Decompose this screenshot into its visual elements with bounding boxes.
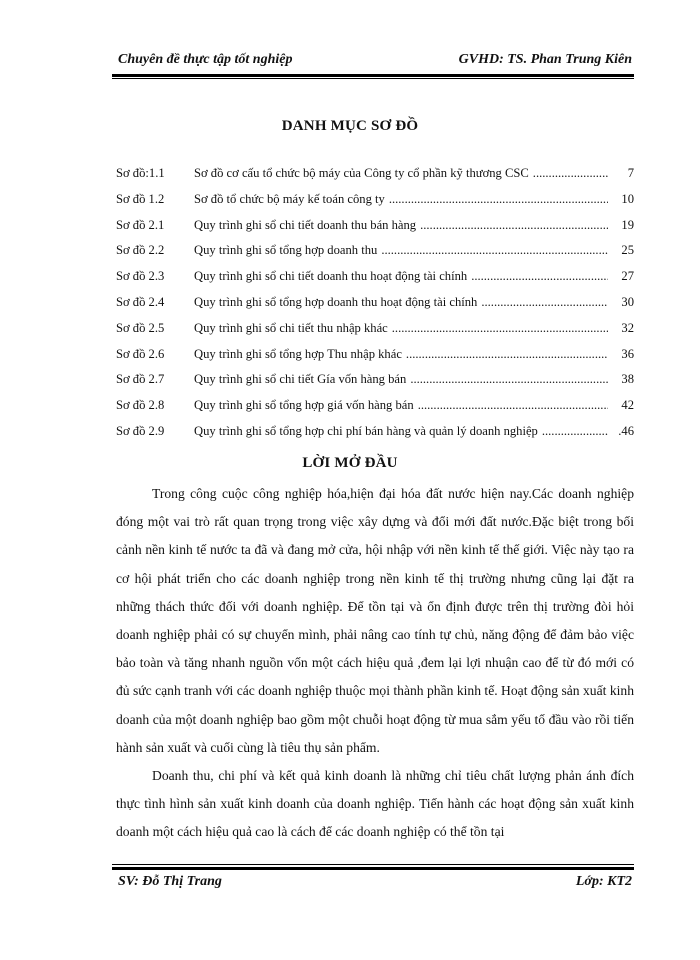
intro-paragraph-1: Trong công cuộc công nghiệp hóa,hiện đại hóa đất nước hiện nay.Các doanh nghiệp đóng một vai trò rất quan trọng trong việc xây dựng và đổi mới đất nước.Đặc biệt trong bối cảnh nền kinh tế nước ta đã và đang mở cửa, hội nhập với nền kinh tế thế giới. Việc này tạo ra cơ hội phát triển cho các doanh nghiệp trong nền kinh tế thị trường nhưng cũng lại đặt ra những thách thức đối với doanh nghiệp. Để tồn tại và ổn định được trên thị trường đòi hỏi doanh nghiệp phải có sự chuyển mình, phải nâng cao tính tự chủ, năng động để đảm bảo việc bảo toàn và tăng nhanh nguồn vốn một cách hiệu quả ,đem lại lợi nhuận cao để từ đó mới có đủ sức cạnh tranh với các doanh nghiệp thuộc mọi thành phần kinh tế. Hoạt động sản xuất kinh doanh của một doanh nghiệp bao gồm một chuỗi hoạt động từ mua sắm yếu tố đầu vào rồi tiến hành sản xuất và cuối cùng là tiêu thụ sản phẩm. xyxy=(116,486,634,755)
diagram-number: Sơ đồ 2.5 xyxy=(116,320,165,335)
page-number: 42 xyxy=(621,398,634,413)
diagram-number: Sơ đồ 2.6 xyxy=(116,346,165,361)
diagram-title: Quy trình ghi sổ tổng hợp doanh thu xyxy=(194,243,378,258)
page-header xyxy=(118,52,632,72)
diagram-entry xyxy=(194,295,634,310)
page-number: 25 xyxy=(621,243,634,258)
diagram-entry xyxy=(194,218,634,233)
dot-leader xyxy=(533,166,608,181)
page-number: 38 xyxy=(621,372,634,387)
diagram-number: Sơ đồ 2.2 xyxy=(116,243,165,258)
diagram-number: Sơ đồ 2.3 xyxy=(116,269,165,284)
toc-row xyxy=(116,369,636,395)
dot-leader xyxy=(381,243,608,258)
diagram-title: Quy trình ghi sổ chi tiết doanh thu hoạt động tài chính xyxy=(194,269,468,284)
dot-leader xyxy=(420,218,608,233)
diagram-title: Quy trình ghi sổ chi tiết Gía vốn hàng bán xyxy=(194,372,407,387)
diagram-entry xyxy=(194,192,634,207)
diagram-entry xyxy=(194,347,634,362)
diagram-entry xyxy=(194,398,634,413)
page-footer xyxy=(118,874,632,894)
page-number: 30 xyxy=(621,294,634,309)
dot-leader xyxy=(418,398,608,413)
intro-paragraph-2: Doanh thu, chi phí và kết quả kinh doanh là những chỉ tiêu chất lượng phản ánh đích thực tình hình sản xuất kinh doanh của doanh nghiệp. Tiến hành các hoạt động sản xuất kinh doanh một cách hiệu quả cao là cách để các doanh nghiệp có thể tồn tại xyxy=(116,768,634,840)
toc-row xyxy=(116,266,636,292)
diagram-number: Sơ đồ 2.4 xyxy=(116,294,165,309)
toc-row xyxy=(116,318,636,344)
footer-student: SV: Đỗ Thị Trang xyxy=(118,874,222,889)
footer-rule-thick xyxy=(112,867,634,870)
diagram-entry xyxy=(194,166,634,181)
toc-row xyxy=(116,421,636,447)
toc-row xyxy=(116,292,636,318)
diagram-number: Sơ đồ 2.9 xyxy=(116,423,165,438)
toc-row xyxy=(116,163,636,189)
diagram-title: Quy trình ghi sổ chi tiết thu nhập khác xyxy=(194,320,388,335)
dot-leader xyxy=(471,269,608,284)
toc-title: DANH MỤC SƠ ĐỒ xyxy=(281,118,419,134)
dot-leader xyxy=(392,321,608,336)
footer-class: Lớp: KT2 xyxy=(575,874,632,889)
diagram-entry xyxy=(194,243,634,258)
diagram-entry xyxy=(194,269,634,284)
footer-rule-thin xyxy=(112,864,634,865)
toc-row xyxy=(116,215,636,241)
page-number: 27 xyxy=(621,269,634,284)
toc-row xyxy=(116,395,636,421)
diagram-entry xyxy=(194,321,634,336)
header-supervisor: GVHD: TS. Phan Trung Kiên xyxy=(458,52,632,67)
diagram-entry xyxy=(194,424,634,439)
diagram-title: Sơ đồ tổ chức bộ máy kế toán công ty xyxy=(194,191,385,206)
toc-row xyxy=(116,240,636,266)
page-number: 36 xyxy=(621,346,634,361)
page-number: 7 xyxy=(627,166,634,180)
diagram-title: Sơ đồ cơ cấu tổ chức bộ máy của Công ty cổ phần kỹ thương CSC xyxy=(194,166,529,180)
header-document-type: Chuyên đề thực tập tốt nghiệp xyxy=(118,52,293,67)
dot-leader xyxy=(481,295,608,310)
diagram-number: Sơ đồ:1.1 xyxy=(116,166,165,180)
toc-row xyxy=(116,189,636,215)
diagram-title: Quy trình ghi sổ tổng hợp doanh thu hoạt động tài chính xyxy=(194,294,478,309)
diagram-number: Sơ đồ 2.7 xyxy=(116,372,165,387)
dot-leader xyxy=(389,192,608,207)
diagram-number: Sơ đồ 2.1 xyxy=(116,217,165,232)
diagram-list xyxy=(116,163,636,447)
page-number: 10 xyxy=(621,191,634,206)
diagram-entry xyxy=(194,372,634,387)
dot-leader xyxy=(542,424,608,439)
page-number: 19 xyxy=(621,217,634,232)
diagram-title: Quy trình ghi sổ tổng hợp giá vốn hàng bán xyxy=(194,398,414,413)
diagram-number: Sơ đồ 1.2 xyxy=(116,191,165,206)
dot-leader xyxy=(406,347,608,362)
diagram-title: Quy trình ghi sổ chi tiết doanh thu bán hàng xyxy=(194,217,417,232)
diagram-number: Sơ đồ 2.8 xyxy=(116,398,165,413)
header-rule-thick xyxy=(112,74,634,77)
page-number: 32 xyxy=(621,320,634,335)
intro-title: LỜI MỞ ĐẦU xyxy=(302,455,398,471)
header-rule-thin xyxy=(112,78,634,79)
page-number: .46 xyxy=(618,423,634,438)
toc-row xyxy=(116,344,636,370)
diagram-title: Quy trình ghi sổ tổng hợp chi phí bán hàng và quản lý doanh nghiệp xyxy=(194,423,538,438)
diagram-title: Quy trình ghi sổ tổng hợp Thu nhập khác xyxy=(194,346,402,361)
dot-leader xyxy=(410,372,608,387)
